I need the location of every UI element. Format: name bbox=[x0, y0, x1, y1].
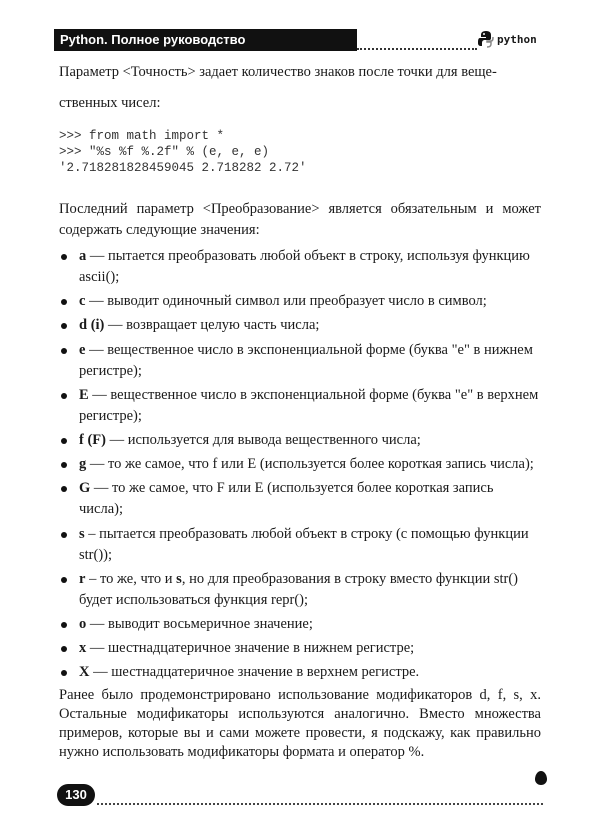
conversion-list bbox=[59, 246, 541, 686]
python-logo bbox=[478, 30, 537, 48]
list-item: d (i) — возвращает целую часть числа; bbox=[59, 315, 541, 336]
footer-divider bbox=[97, 803, 543, 805]
list-item: G — то же самое, что F или E (используется более короткая запись числа); bbox=[59, 478, 541, 520]
list-item: x — шестнадцатеричное значение в нижнем регистре; bbox=[59, 638, 541, 659]
list-item: X — шестнадцатеричное значение в верхнем регистре. bbox=[59, 662, 541, 683]
header-divider bbox=[357, 48, 477, 50]
intro-line-1: Параметр <Точность> задает количество знаков после точки для веще- bbox=[59, 64, 497, 80]
list-item: c — выводит одиночный символ или преобразует число в символ; bbox=[59, 291, 541, 312]
list-item: E — вещественное число в экспоненциальной форме (буква "e" в верхнем регистре); bbox=[59, 385, 541, 427]
pin-marker-icon bbox=[535, 771, 547, 785]
paragraph-summary: Ранее было продемонстрировано использование модификаторов d, f, s, x. Остальные модификаторы используются аналогично. Вместо множества примеров, которые вы и сами можете провести, я подскажу, как правильно нужно использовать модификаторы формата и оператор %. bbox=[59, 687, 541, 760]
list-item: s – пытается преобразовать любой объект в строку (с помощью функции str()); bbox=[59, 524, 541, 566]
list-item: e — вещественное число в экспоненциальной форме (буква "e" в нижнем регистре); bbox=[59, 340, 541, 382]
list-item: g — то же самое, что f или E (используется более короткая запись числа); bbox=[59, 454, 541, 475]
list-item: f (F) — используется для вывода вещественного числа; bbox=[59, 430, 541, 451]
intro-line-2: ственных чисел: bbox=[59, 95, 161, 111]
page-number: 130 bbox=[57, 784, 95, 806]
list-item: o — выводит восьмеричное значение; bbox=[59, 614, 541, 635]
python-snake-icon bbox=[478, 30, 494, 48]
list-item: a — пытается преобразовать любой объект в строку, используя функцию ascii(); bbox=[59, 246, 541, 288]
running-header: Python. Полное руководство bbox=[54, 29, 357, 51]
list-item: r – то же, что и s, но для преобразования в строку вместо функции str() будет использоваться функция repr(); bbox=[59, 569, 541, 611]
code-block: >>> from math import * >>> "%s %f %.2f" % (e, e, e) '2.718281828459045 2.718282 2.72' bbox=[59, 129, 307, 175]
paragraph-conversion: Последний параметр <Преобразование> является обязательным и может содержать следующие значения: bbox=[59, 201, 541, 238]
logo-text: python bbox=[497, 32, 537, 46]
